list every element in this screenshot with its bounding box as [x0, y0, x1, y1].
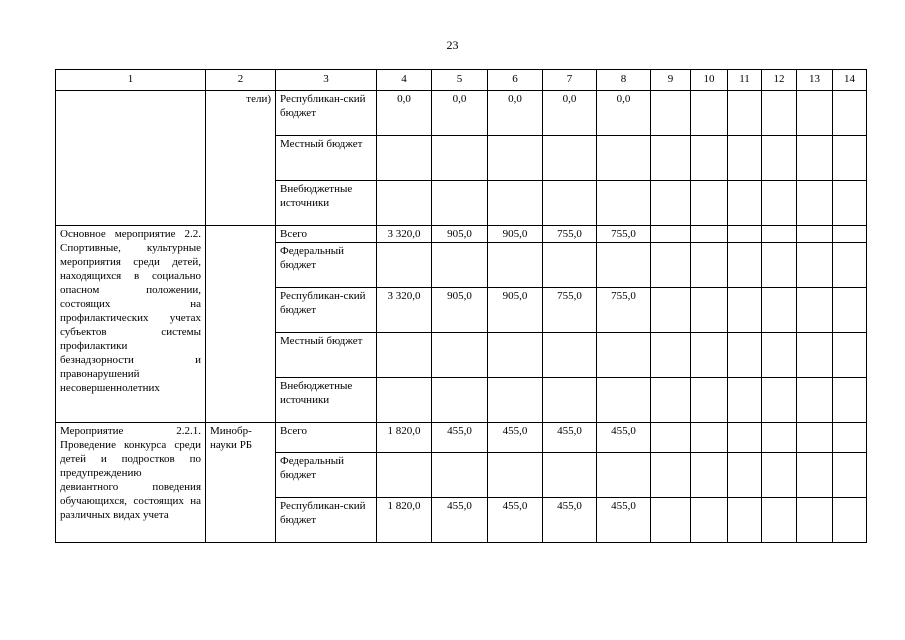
- value-cell: 1 820,0: [377, 498, 432, 543]
- empty-cell: [833, 498, 867, 543]
- column-header: 3: [276, 70, 377, 91]
- empty-cell: [833, 181, 867, 226]
- empty-cell: [833, 91, 867, 136]
- empty-cell: [762, 288, 797, 333]
- funding-source: Местный бюджет: [276, 136, 377, 181]
- empty-cell: [762, 333, 797, 378]
- value-cell: [488, 333, 543, 378]
- value-cell: 455,0: [543, 423, 597, 453]
- table-body: [56, 70, 867, 543]
- empty-cell: [797, 226, 833, 243]
- value-cell: [488, 378, 543, 423]
- empty-cell: [762, 243, 797, 288]
- empty-cell: [728, 226, 762, 243]
- empty-cell: [691, 243, 728, 288]
- empty-cell: [691, 288, 728, 333]
- executor-cell: [206, 226, 276, 423]
- value-cell: [432, 378, 488, 423]
- value-cell: 455,0: [488, 498, 543, 543]
- empty-cell: [728, 453, 762, 498]
- value-cell: 755,0: [597, 288, 651, 333]
- empty-cell: [797, 136, 833, 181]
- empty-cell: [651, 453, 691, 498]
- empty-cell: [833, 226, 867, 243]
- empty-cell: [797, 453, 833, 498]
- empty-cell: [691, 453, 728, 498]
- empty-cell: [691, 181, 728, 226]
- measure-title: [56, 91, 206, 226]
- empty-cell: [651, 423, 691, 453]
- funding-source: Внебюджетные источники: [276, 378, 377, 423]
- value-cell: [543, 453, 597, 498]
- value-cell: 0,0: [432, 91, 488, 136]
- value-cell: 0,0: [597, 91, 651, 136]
- column-header: 7: [543, 70, 597, 91]
- column-header: 10: [691, 70, 728, 91]
- value-cell: 0,0: [488, 91, 543, 136]
- empty-cell: [691, 226, 728, 243]
- empty-cell: [691, 378, 728, 423]
- value-cell: [597, 378, 651, 423]
- column-header: 6: [488, 70, 543, 91]
- empty-cell: [797, 288, 833, 333]
- empty-cell: [762, 181, 797, 226]
- empty-cell: [833, 378, 867, 423]
- funding-source: Республикан-ский бюджет: [276, 498, 377, 543]
- empty-cell: [797, 243, 833, 288]
- value-cell: [377, 243, 432, 288]
- value-cell: [377, 181, 432, 226]
- column-header: 1: [56, 70, 206, 91]
- value-cell: 755,0: [543, 288, 597, 333]
- empty-cell: [797, 378, 833, 423]
- empty-cell: [651, 136, 691, 181]
- value-cell: 3 320,0: [377, 288, 432, 333]
- value-cell: [377, 136, 432, 181]
- empty-cell: [728, 333, 762, 378]
- column-header: 4: [377, 70, 432, 91]
- executor-cell: тели): [206, 91, 276, 226]
- empty-cell: [728, 243, 762, 288]
- value-cell: [597, 453, 651, 498]
- value-cell: [488, 453, 543, 498]
- empty-cell: [833, 243, 867, 288]
- empty-cell: [833, 423, 867, 453]
- value-cell: [597, 333, 651, 378]
- table-row: [56, 423, 867, 453]
- column-header: 8: [597, 70, 651, 91]
- value-cell: [432, 333, 488, 378]
- empty-cell: [762, 91, 797, 136]
- column-header: 14: [833, 70, 867, 91]
- funding-source: Всего: [276, 423, 377, 453]
- budget-table: [55, 69, 867, 543]
- empty-cell: [728, 498, 762, 543]
- empty-cell: [691, 333, 728, 378]
- value-cell: 905,0: [432, 288, 488, 333]
- empty-cell: [833, 333, 867, 378]
- empty-cell: [762, 498, 797, 543]
- value-cell: [432, 243, 488, 288]
- value-cell: 455,0: [597, 423, 651, 453]
- empty-cell: [728, 181, 762, 226]
- measure-title: Мероприятие 2.2.1. Проведение конкурса среди детей и подростков по предупреждению девиантного поведения обучающихся, состоящих на различных видах учета: [56, 423, 206, 543]
- value-cell: [597, 181, 651, 226]
- value-cell: 455,0: [543, 498, 597, 543]
- empty-cell: [691, 136, 728, 181]
- value-cell: [488, 181, 543, 226]
- funding-source: Республикан-ский бюджет: [276, 91, 377, 136]
- page-number: 23: [446, 38, 459, 52]
- funding-source: Внебюджетные источники: [276, 181, 377, 226]
- value-cell: 0,0: [543, 91, 597, 136]
- empty-cell: [691, 91, 728, 136]
- empty-cell: [762, 423, 797, 453]
- empty-cell: [833, 453, 867, 498]
- empty-cell: [651, 378, 691, 423]
- empty-cell: [651, 181, 691, 226]
- empty-cell: [762, 378, 797, 423]
- value-cell: 755,0: [543, 226, 597, 243]
- empty-cell: [728, 288, 762, 333]
- empty-cell: [651, 288, 691, 333]
- empty-cell: [691, 423, 728, 453]
- column-header: 2: [206, 70, 276, 91]
- value-cell: [543, 243, 597, 288]
- empty-cell: [797, 181, 833, 226]
- funding-source: Федеральный бюджет: [276, 453, 377, 498]
- value-cell: [597, 136, 651, 181]
- value-cell: 3 320,0: [377, 226, 432, 243]
- value-cell: [488, 136, 543, 181]
- value-cell: 455,0: [597, 498, 651, 543]
- empty-cell: [691, 498, 728, 543]
- value-cell: 0,0: [377, 91, 432, 136]
- measure-title: Основное мероприятие 2.2. Спортивные, культурные мероприятия среди детей, находящихся в социально опасном положении, состоящих на профилактических учетах субъектов системы профилактики безнадзорности и правонарушений несовершеннолетних: [56, 226, 206, 423]
- column-header: 12: [762, 70, 797, 91]
- value-cell: 455,0: [432, 498, 488, 543]
- value-cell: [543, 136, 597, 181]
- header-row: [56, 70, 867, 91]
- value-cell: 905,0: [432, 226, 488, 243]
- value-cell: [377, 378, 432, 423]
- empty-cell: [728, 378, 762, 423]
- funding-source: Республикан-ский бюджет: [276, 288, 377, 333]
- empty-cell: [762, 136, 797, 181]
- empty-cell: [651, 226, 691, 243]
- funding-source: Местный бюджет: [276, 333, 377, 378]
- column-header: 13: [797, 70, 833, 91]
- value-cell: [432, 136, 488, 181]
- executor-cell: Минобр-науки РБ: [206, 423, 276, 543]
- value-cell: 1 820,0: [377, 423, 432, 453]
- value-cell: [432, 453, 488, 498]
- column-header: 11: [728, 70, 762, 91]
- empty-cell: [728, 91, 762, 136]
- empty-cell: [797, 333, 833, 378]
- value-cell: [597, 243, 651, 288]
- funding-source: Всего: [276, 226, 377, 243]
- value-cell: [488, 243, 543, 288]
- empty-cell: [651, 498, 691, 543]
- column-header: 9: [651, 70, 691, 91]
- empty-cell: [797, 423, 833, 453]
- value-cell: [377, 453, 432, 498]
- empty-cell: [797, 498, 833, 543]
- value-cell: 755,0: [597, 226, 651, 243]
- empty-cell: [797, 91, 833, 136]
- value-cell: [432, 181, 488, 226]
- empty-cell: [651, 333, 691, 378]
- table-row: [56, 226, 867, 243]
- value-cell: 905,0: [488, 288, 543, 333]
- column-header: 5: [432, 70, 488, 91]
- empty-cell: [762, 453, 797, 498]
- empty-cell: [833, 136, 867, 181]
- value-cell: 905,0: [488, 226, 543, 243]
- value-cell: [543, 181, 597, 226]
- funding-source: Федеральный бюджет: [276, 243, 377, 288]
- empty-cell: [833, 288, 867, 333]
- value-cell: 455,0: [488, 423, 543, 453]
- value-cell: [543, 333, 597, 378]
- empty-cell: [728, 423, 762, 453]
- empty-cell: [728, 136, 762, 181]
- empty-cell: [651, 91, 691, 136]
- empty-cell: [651, 243, 691, 288]
- value-cell: [377, 333, 432, 378]
- value-cell: 455,0: [432, 423, 488, 453]
- value-cell: [543, 378, 597, 423]
- table-row: [56, 91, 867, 136]
- empty-cell: [762, 226, 797, 243]
